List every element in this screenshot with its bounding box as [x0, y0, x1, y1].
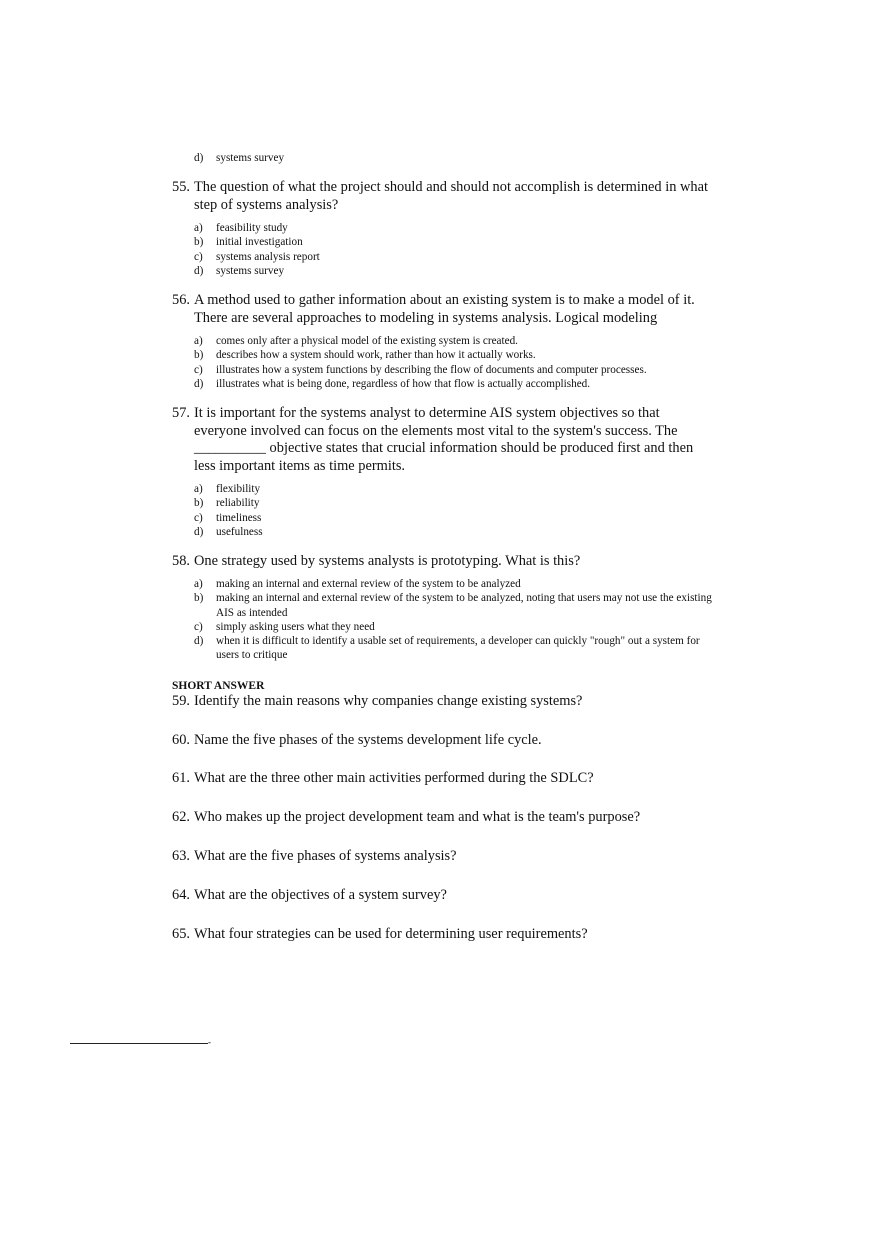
option-text: feasibility study: [216, 222, 288, 234]
option-b: [194, 496, 714, 510]
question-58: [172, 553, 712, 571]
option-c: [194, 511, 714, 525]
question-number: 63.: [172, 848, 190, 864]
option-letter: d): [194, 264, 204, 277]
option-c: [194, 250, 714, 264]
question-57-options: [194, 482, 714, 539]
option-b: [194, 235, 714, 249]
question-text: What four strategies can be used for determining user requirements?: [194, 926, 588, 942]
question-text: The question of what the project should and should not accomplish is determined in what step of systems analysis?: [194, 179, 708, 213]
option-letter: b): [194, 592, 204, 605]
option-text: simply asking users what they need: [216, 620, 375, 633]
option-text: illustrates what is being done, regardless of how that flow is actually accomplished.: [216, 377, 591, 390]
question-59: [172, 693, 712, 711]
option-letter: b): [194, 236, 204, 249]
option-text: reliability: [216, 497, 260, 510]
question-text: One strategy used by systems analysts is prototyping. What is this?: [194, 553, 581, 569]
option-letter: d): [194, 525, 204, 538]
option-letter: a): [194, 335, 203, 347]
question-64: [172, 887, 712, 905]
option-letter: b): [194, 497, 204, 510]
option-text: systems survey: [216, 152, 285, 164]
option-text: when it is difficult to identify a usable set of requirements, a developer can quickly "rough" out a system for users to critique: [216, 635, 700, 662]
question-text: Identify the main reasons why companies change existing systems?: [194, 693, 583, 709]
option-letter: c): [194, 620, 203, 633]
option-text: systems survey: [216, 264, 285, 277]
option-text: illustrates how a system functions by describing the flow of documents and computer processes.: [216, 363, 647, 376]
option-d: [194, 264, 714, 278]
option-c: [194, 363, 714, 377]
option-text: comes only after a physical model of the existing system is created.: [216, 335, 518, 347]
option-c: [194, 620, 714, 634]
option-letter: c): [194, 511, 203, 524]
option-text: flexibility: [216, 483, 261, 495]
question-55: [172, 179, 712, 214]
question-number: 57.: [172, 405, 190, 421]
question-65: [172, 926, 712, 944]
option-text: making an internal and external review of the system to be analyzed, noting that users may not use the existing AIS as intended: [216, 592, 712, 619]
option-text: initial investigation: [216, 236, 303, 249]
option-d: [194, 525, 714, 539]
question-number: 64.: [172, 887, 190, 903]
question-number: 58.: [172, 553, 190, 569]
option-a: [194, 482, 714, 496]
question-55-options: [194, 221, 714, 278]
option-letter: d): [194, 377, 204, 390]
option-text: systems analysis report: [216, 250, 320, 263]
option-text: usefulness: [216, 525, 263, 538]
option-letter: d): [194, 152, 204, 164]
option-letter: c): [194, 363, 203, 376]
footnote-mark: -: [208, 1037, 211, 1047]
option-text: describes how a system should work, rather than how it actually works.: [216, 349, 536, 362]
option-a: [194, 334, 714, 348]
option-a: [194, 221, 714, 235]
option-a: [194, 577, 714, 591]
question-62: [172, 809, 712, 827]
question-56-options: [194, 334, 714, 391]
question-number: 61.: [172, 770, 190, 786]
footnote-separator: [70, 1043, 208, 1044]
option-letter: d): [194, 635, 204, 648]
question-text: What are the three other main activities performed during the SDLC?: [194, 770, 594, 786]
option-letter: b): [194, 349, 204, 362]
option-letter: a): [194, 483, 203, 495]
question-number: 59.: [172, 693, 190, 709]
question-number: 60.: [172, 732, 190, 748]
option-text: timeliness: [216, 511, 262, 524]
question-text: What are the objectives of a system survey?: [194, 887, 447, 903]
question-63: [172, 848, 712, 866]
option-b: [194, 591, 714, 620]
question-61: [172, 770, 712, 788]
question-text: Name the five phases of the systems development life cycle.: [194, 732, 542, 748]
previous-question-options: [194, 151, 714, 165]
question-number: 56.: [172, 292, 190, 308]
option-text: making an internal and external review of the system to be analyzed: [216, 578, 521, 590]
question-text: Who makes up the project development team and what is the team's purpose?: [194, 809, 641, 825]
question-text: What are the five phases of systems analysis?: [194, 848, 457, 864]
option-b: [194, 348, 714, 362]
question-58-options: [194, 577, 714, 663]
option-letter: c): [194, 250, 203, 263]
question-number: 55.: [172, 179, 190, 195]
option-d: [194, 377, 714, 391]
option-letter: a): [194, 222, 203, 234]
question-number: 65.: [172, 926, 190, 942]
option-d: [194, 634, 714, 663]
question-text: It is important for the systems analyst to determine AIS system objectives so that everyone involved can focus on the elements most vital to the system's success. The __________ objective states that crucial information should be produced first and then less important items as time permits.: [194, 405, 694, 474]
question-60: [172, 732, 712, 750]
section-heading: SHORT ANSWER: [172, 680, 265, 692]
question-56: [172, 292, 712, 327]
question-57: [172, 405, 712, 475]
option-d: [194, 151, 714, 165]
option-letter: a): [194, 578, 203, 590]
question-number: 62.: [172, 809, 190, 825]
question-text: A method used to gather information about an existing system is to make a model of it. There are several approaches to modeling in systems analysis. Logical modeling: [194, 292, 695, 326]
